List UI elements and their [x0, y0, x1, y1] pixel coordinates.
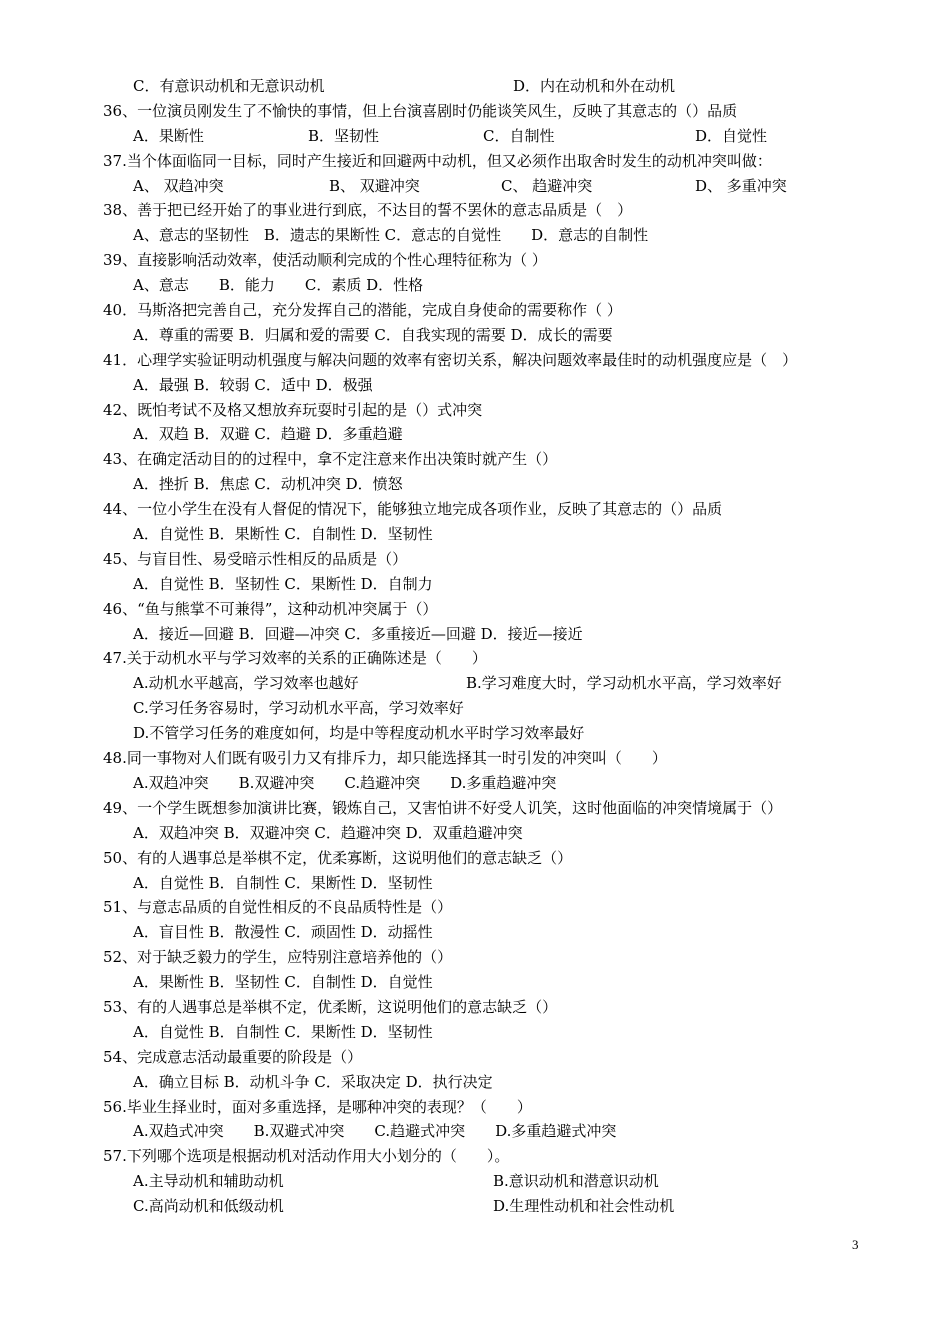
question-options: A．尊重的需要 B．归属和爱的需要 C．自我实现的需要 D．成长的需要 [133, 325, 613, 344]
question-options: A．接近—回避 B．回避—冲突 C．多重接近—回避 D．接近—接近 [133, 624, 583, 643]
question-options [103, 1194, 893, 1219]
question-options: A．确立目标 B．动机斗争 C．采取决定 D．执行决定 [133, 1072, 493, 1091]
question-options: A．双趋冲突 B．双避冲突 C．趋避冲突 D．双重趋避冲突 [133, 823, 523, 842]
question-text: 57.下列哪个选项是根据动机对活动作用大小划分的（ ）。 [103, 1147, 510, 1166]
question-text: 47.关于动机水平与学习效率的关系的正确陈述是（ ） [103, 649, 487, 668]
question-options: A、意志的坚韧性 B．遗志的果断性 C．意志的自觉性 D．意志的自制性 [133, 226, 649, 245]
question-options: A、意志 B．能力 C．素质 D．性格 [133, 276, 424, 295]
question-options [103, 174, 893, 199]
question-text: 42、既怕考试不及格又想放弃玩耍时引起的是（）式冲突 [103, 400, 483, 419]
option-item: A.动机水平越高，学习效率也越好 [133, 674, 359, 693]
option-item: D．自觉性 [695, 126, 768, 145]
question-text: 50、有的人遇事总是举棋不定，优柔寡断，这说明他们的意志缺乏（） [103, 848, 573, 867]
question-options: A．自觉性 B．坚韧性 C．果断性 D．自制力 [133, 574, 433, 593]
question-options [103, 74, 893, 99]
option-item: D.生理性动机和社会性动机 [493, 1197, 675, 1216]
question-text: 37.当个体面临同一目标，同时产生接近和回避两中动机，但又必须作出取舍时发生的动机冲突叫做： [103, 151, 772, 170]
question-options: A．自觉性 B．自制性 C．果断性 D．坚韧性 [133, 1022, 433, 1041]
option-item: B、 双避冲突 [329, 176, 420, 195]
question-text: 40．马斯洛把完善自己，充分发挥自己的潜能，完成自身使命的需要称作（ ） [103, 301, 622, 320]
question-text: 51、与意志品质的自觉性相反的不良品质特性是（） [103, 898, 453, 917]
option-item: B．坚韧性 [308, 126, 380, 145]
option-item: A、 双趋冲突 [133, 176, 224, 195]
option-item: C．有意识动机和无意识动机 [133, 77, 325, 95]
option-item: C.高尚动机和低级动机 [133, 1197, 284, 1216]
question-options: A．双趋 B．双避 C．趋避 D．多重趋避 [133, 425, 403, 444]
question-options: A．盲目性 B．散漫性 C．顽固性 D．动摇性 [133, 923, 433, 942]
question-options [103, 1169, 893, 1194]
option-item: B.意识动机和潜意识动机 [493, 1172, 659, 1191]
question-text: 52、对于缺乏毅力的学生，应特别注意培养他的（） [103, 948, 453, 967]
question-list [103, 74, 893, 1219]
option-item: C、 趋避冲突 [501, 176, 593, 195]
question-text: 56.毕业生择业时，面对多重选择，是哪种冲突的表现？（ ） [103, 1097, 532, 1116]
question-options: A.双趋冲突 B.双避冲突 C.趋避冲突 D.多重趋避冲突 [133, 773, 557, 792]
question-text: 54、完成意志活动最重要的阶段是（） [103, 1047, 363, 1066]
option-item: A．果断性 [133, 126, 204, 145]
option-item: C．自制性 [483, 126, 555, 145]
question-text: 39、直接影响活动效率，使活动顺利完成的个性心理特征称为（ ） [103, 251, 547, 270]
question-options: A．果断性 B．坚韧性 C．自制性 D．自觉性 [133, 973, 433, 992]
question-options: A．挫折 B．焦虑 C．动机冲突 D．愤怒 [133, 475, 403, 494]
page-number: 3 [852, 1237, 859, 1252]
option-item: D．内在动机和外在动机 [513, 77, 676, 95]
question-options: A．最强 B．较弱 C．适中 D．极强 [133, 375, 373, 394]
option-item: D、 多重冲突 [695, 176, 787, 195]
option-item: B.学习难度大时，学习动机水平高，学习效率好 [466, 674, 782, 693]
question-options: A.双趋式冲突 B.双避式冲突 C.趋避式冲突 D.多重趋避式冲突 [133, 1122, 617, 1141]
question-options [103, 124, 893, 149]
question-options: A．自觉性 B．自制性 C．果断性 D．坚韧性 [133, 873, 433, 892]
question-text: 49、一个学生既想参加演讲比赛，锻炼自己，又害怕讲不好受人讥笑，这时他面临的冲突情境属于（） [103, 798, 783, 817]
question-text: 44、一位小学生在没有人督促的情况下，能够独立地完成各项作业，反映了其意志的（）品质 [103, 500, 723, 519]
question-text: 48.同一事物对人们既有吸引力又有排斥力，却只能选择其一时引发的冲突叫（ ） [103, 749, 667, 768]
question-text: 46、“鱼与熊掌不可兼得”，这种动机冲突属于（） [103, 599, 438, 618]
question-options: C.学习任务容易时，学习动机水平高，学习效率好 [133, 699, 464, 718]
question-options: D.不管学习任务的难度如何，均是中等程度动机水平时学习效率最好 [133, 724, 585, 743]
question-text: 36、一位演员刚发生了不愉快的事情，但上台演喜剧时仍能谈笑风生，反映了其意志的（）品质 [103, 101, 738, 120]
question-options: A．自觉性 B．果断性 C．自制性 D．坚韧性 [133, 525, 433, 544]
question-text: 38、善于把已经开始了的事业进行到底，不达目的誓不罢休的意志品质是（ ） [103, 201, 633, 220]
question-text: 41．心理学实验证明动机强度与解决问题的效率有密切关系，解决问题效率最佳时的动机强度应是（ ） [103, 350, 798, 369]
question-text: 53、有的人遇事总是举棋不定，优柔断，这说明他们的意志缺乏（） [103, 997, 558, 1016]
question-options [103, 671, 893, 696]
option-item: A.主导动机和辅助动机 [133, 1172, 284, 1191]
question-text: 43、在确定活动目的的过程中，拿不定注意来作出决策时就产生（） [103, 450, 558, 469]
question-text: 45、与盲目性、易受暗示性相反的品质是（） [103, 549, 408, 568]
